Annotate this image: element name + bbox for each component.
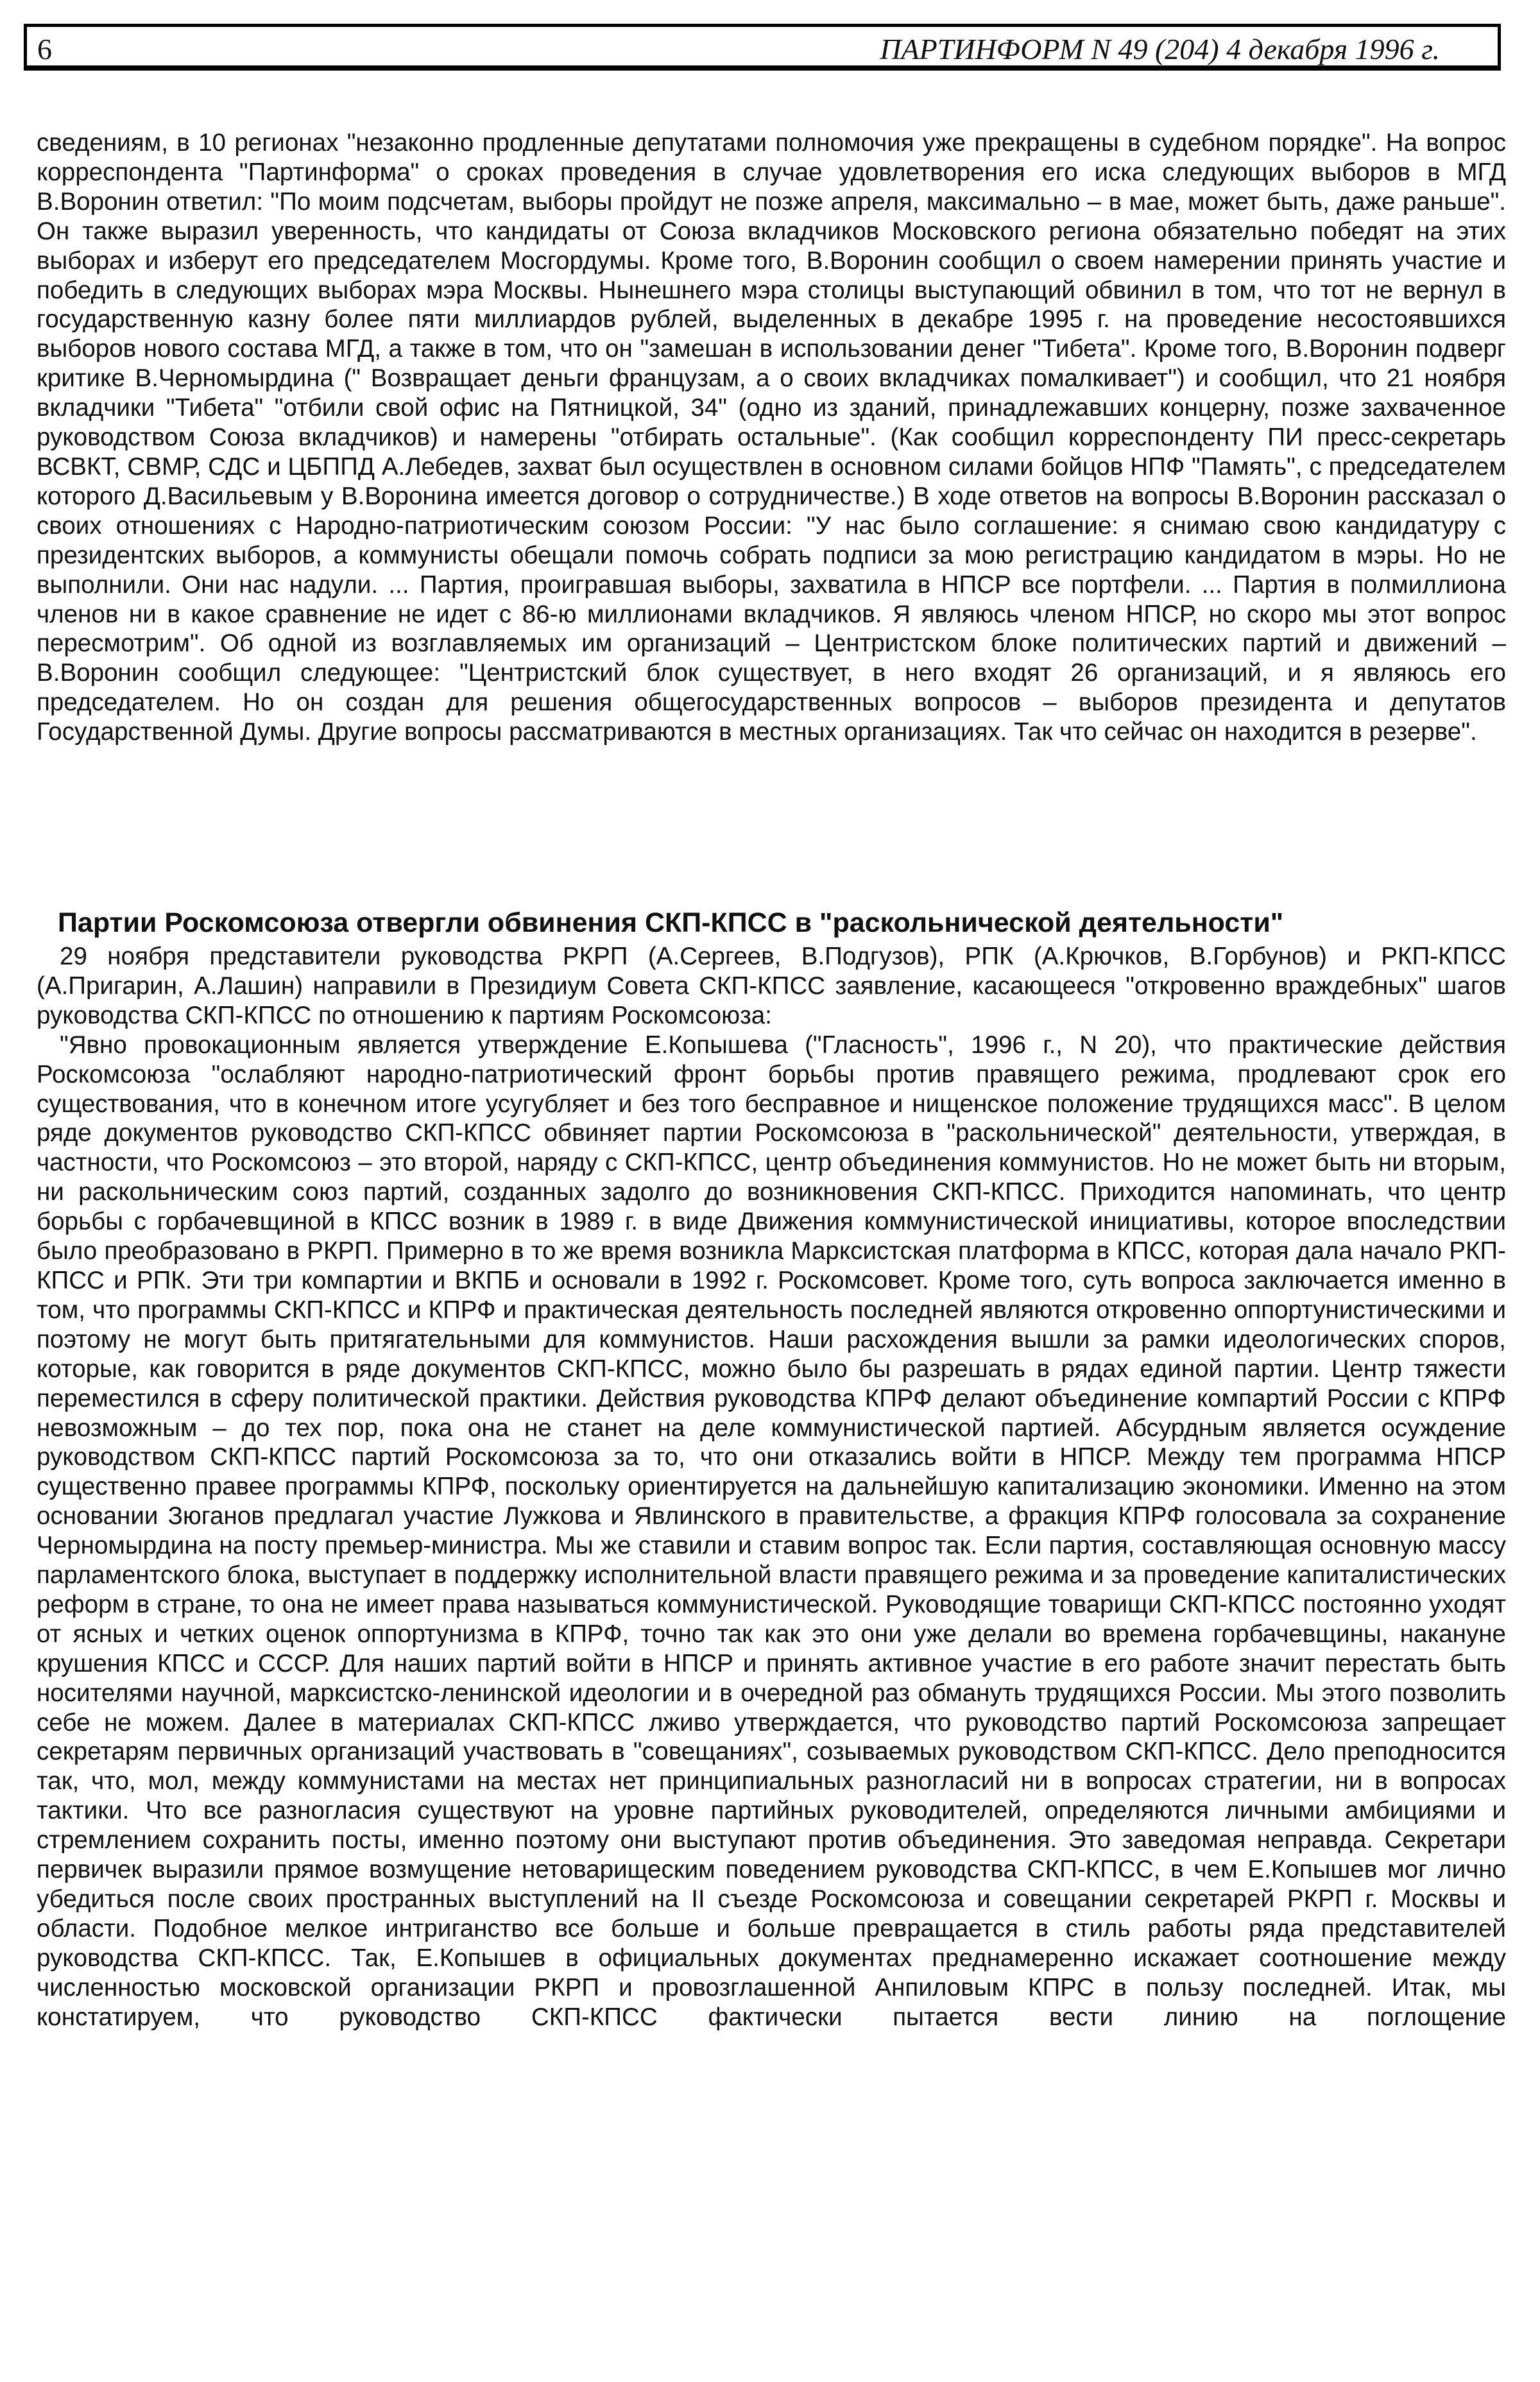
article-quote-paragraph: "Явно провокационным является утверждение Е.Копышева ("Гласность", 1996 г., N 20), что практические действия Роскомсоюза "ослабляют народно-патриотический фронт борьбы против правящего режима, продлевают срок его существования, что в конечном итоге усугубляет и без того бесправное и нищенское положение трудящихся масс". В целом ряде документов руководство СКП-КПСС обвиняет партии Роскомсоюза в "раскольнической" деятельности, утверждая, в частности, что Роскомсоюз – это второй, наряду с СКП-КПСС, центр объединения коммунистов. Но не может быть ни вторым, ни раскольническим союз партий, созданных задолго до возникновения СКП-КПСС. Приходится напоминать, что центр борьбы с горбачевщиной в КПСС возник в 1989 г. в виде Движения коммунистической инициативы, которое впоследствии было преобразовано в РКРП. Примерно в то же время возникла Марксистская платформа в КПСС, которая дала начало РКП-КПСС и РПК. Эти три компартии и ВКПБ и основали в 1992 г. Роскомсовет. Кроме того, суть вопроса заключается именно в том, что программы СКП-КПСС и КПРФ и практическая деятельность последней являются откровенно оппортунистическими и поэтому не могут быть притягательными для коммунистов. Наши расхождения вышли за рамки идеологических споров, которые, как говорится в ряде документов СКП-КПСС, можно было бы разрешать в рядах единой партии. Центр тяжести переместился в сферу политической практики. Действия руководства КПРФ делают объединение компартий России с КПРФ невозможным – до тех пор, пока она не станет на деле коммунистической партией. Абсурдным является осуждение руководством СКП-КПСС партий Роскомсоюза за то, что они отказались войти в НПСР. Между тем программа НПСР существенно правее программы КПРФ, поскольку ориентируется на дальнейшую капитализацию экономики. Именно на этом основании Зюганов предлагал участие Лужкова и Явлинского в правительстве, а фракция КПРФ голосовала за сохранение Черномырдина на посту премьер-министра. Мы же ставили и ставим вопрос так. Если партия, составляющая основную массу парламентского блока, выступает в поддержку исполнительной власти правящего режима и за проведение капиталистических реформ в стране, то она не имеет права называться коммунистической. Руководящие товарищи СКП-КПСС постоянно уходят от ясных и четких оценок оппортунизма в КПРФ, точно так как это они уже делали во времена горбачевщины, накануне крушения КПСС и СССР. Для наших партий войти в НПСР и принять активное участие в его работе значит перестать быть носителями научной, марксистско-ленинской идеологии и в очередной раз обмануть трудящихся России. Мы этого позволить себе не можем. Далее в материалах СКП-КПСС лживо утверждается, что руководство партий Роскомсоюза запрещает секретарям первичных организаций участвовать в "совещаниях", созываемых руководством СКП-КПСС. Дело преподносится так, что, мол, между коммунистами на местах нет принципиальных разногласий ни в вопросах стратегии, ни в вопросах тактики. Что все разногласия существуют на уровне партийных руководителей, определяются личными амбициями и стремлением сохранить посты, именно поэтому они выступают против объединения. Это заведомая неправда. Секретари первичек выразили прямое возмущение нетоварищеским поведением руководства СКП-КПСС, в чем Е.Копышев мог лично убедиться после своих пространных выступлений на II съезде Роскомсоюза и совещании секретарей РКРП г. Москвы и области. Подобное мелкое интриганство все больше и больше превращается в стиль работы ряда представителей руководства СКП-КПСС. Так, Е.Копышев в официальных документах преднамеренно искажает соотношение между численностью московской организации РКРП и провозглашенной Анпиловым КПРС в пользу последней. Итак, мы констатируем, что руководство СКП-КПСС фактически пытается вести линию на поглощение	[37, 1031, 1506, 2031]
page-header	[24, 24, 1501, 71]
newsletter-title: ПАРТИНФОРМ N 49 (204) 4 декабря 1996 г.	[880, 33, 1440, 65]
page-number: 6	[37, 33, 52, 65]
article-continuation	[37, 128, 1506, 747]
article-body	[37, 942, 1506, 2032]
article-intro-paragraph: 29 ноября представители руководства РКРП (А.Сергеев, В.Подгузов), РПК (А.Крючков, В.Горбунов) и РКП-КПСС (А.Пригарин, А.Лашин) направили в Президиум Совета СКП-КПСС заявление, касающееся "откровенно враждебных" шагов руководства СКП-КПСС по отношению к партиям Роскомсоюза:	[37, 943, 1506, 1029]
article-body-paragraph: сведениям, в 10 регионах "незаконно продленные депутатами полномочия уже прекращены в судебном порядке". На вопрос корреспондента "Партинформа" о сроках проведения в случае удовлетворения его иска следующих выборов в МГД В.Воронин ответил: "По моим подсчетам, выборы пройдут не позже апреля, максимально – в мае, может быть, даже раньше". Он также выразил уверенность, что кандидаты от Союза вкладчиков Московского региона обязательно победят на этих выборах и изберут его председателем Мосгордумы. Кроме того, В.Воронин сообщил о своем намерении принять участие и победить в следующих выборах мэра Москвы. Нынешнего мэра столицы выступающий обвинил в том, что тот не вернул в государственную казну более пяти миллиардов рублей, выделенных в декабре 1995 г. на проведение несостоявшихся выборов нового состава МГД, а также в том, что он "замешан в использовании денег "Тибета". Кроме того, В.Воронин подверг критике В.Черномырдина (" Возвращает деньги французам, а о своих вкладчиках помалкивает") и сообщил, что 21 ноября вкладчики "Тибета" "отбили свой офис на Пятницкой, 34" (одно из зданий, принадлежавших концерну, позже захваченное руководством Союза вкладчиков) и намерены "отбирать остальные". (Как сообщил корреспонденту ПИ пресс-секретарь ВСВКТ, СВМР, СДС и ЦБППД А.Лебедев, захват был осуществлен в основном силами бойцов НПФ "Память", с председателем которого Д.Васильевым у В.Воронина имеется договор о сотрудничестве.) В ходе ответов на вопросы В.Воронин рассказал о своих отношениях с Народно-патриотическим союзом России: "У нас было соглашение: я снимаю свою кандидатуру с президентских выборов, а коммунисты обещали помочь собрать подписи за мою регистрацию кандидатом в мэры. Но не выполнили. Они нас надули. ... Партия, проигравшая выборы, захватила в НПСР все портфели. ... Партия в полмиллиона членов ни в какое сравнение не идет с 86-ю миллионами вкладчиков. Я являюсь членом НПСР, но скоро мы этот вопрос пересмотрим". Об одной из возглавляемых им организаций – Центристском блоке политических партий и движений – В.Воронин сообщил следующее: "Центристский блок существует, в него входят 26 организаций, и я являюсь его председателем. Но он создан для решения общегосударственных вопросов – выборов президента и депутатов Государственной Думы. Другие вопросы рассматриваются в местных организациях. Так что сейчас он находится в резерве".	[37, 129, 1506, 746]
article-headline: Партии Роскомсоюза отвергли обвинения СКП-КПСС в "раскольнической деятельности"	[58, 907, 1284, 938]
